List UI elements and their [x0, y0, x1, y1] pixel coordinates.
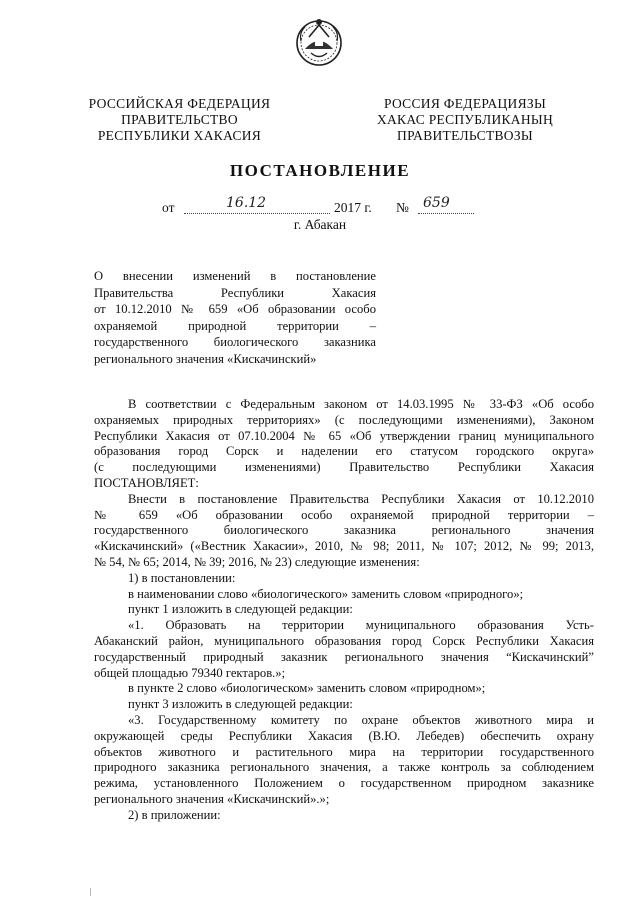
- header-right-line: ПРАВИТЕЛЬСТВОЗЫ: [397, 128, 533, 143]
- body-line: государственный природный заказник регионального значения “Кискачинский”: [94, 649, 594, 664]
- body-line: ПОСТАНОВЛЯЕТ:: [94, 475, 199, 490]
- subject-line: О внесении изменений в постановление: [94, 269, 376, 283]
- body-line: объектов животного и растительного мира на территории государственного: [94, 744, 594, 759]
- body-line: № 659 «Об образовании особо охраняемой природной территории –: [94, 507, 594, 522]
- coat-of-arms-emblem: [291, 13, 347, 69]
- subject-block: [94, 268, 376, 367]
- body-line: природного заказника регионального значения, а также контроль за соблюдением: [94, 760, 594, 775]
- body-line: общей площадью 79340 гектаров.»;: [94, 665, 286, 680]
- date-underline: [184, 213, 330, 214]
- body-line: Абаканский район, муниципального образования город Сорск Республики Хакасия: [94, 633, 594, 648]
- body-line: режима, установленного Положением о государственном природном заказнике: [94, 776, 594, 791]
- number-sign: №: [396, 200, 409, 215]
- header-right-line: ХАКАС РЕСПУБЛИКАНЫҢ: [376, 112, 554, 127]
- date-year: 2017 г.: [334, 200, 372, 215]
- header-left-line: РОССИЙСКАЯ ФЕДЕРАЦИЯ: [88, 96, 271, 111]
- handwritten-date: 16.12: [226, 195, 267, 211]
- header-right-block: [355, 96, 575, 144]
- body-line: пункт 1 изложить в следующей редакции:: [128, 602, 353, 617]
- body-line: государственного биологического заказника регионального значения: [94, 523, 594, 538]
- number-underline: [418, 213, 474, 214]
- header-left-line: ПРАВИТЕЛЬСТВО: [121, 112, 238, 127]
- body-line: в пункте 2 слово «биологическом» заменить словом «природном»;: [128, 681, 486, 696]
- city-name: г. Абакан: [293, 217, 347, 232]
- subject-line: от 10.12.2010 № 659 «Об образовании особо: [94, 302, 376, 316]
- body-line: образования город Сорск и наделении его статусом городского округа»: [94, 444, 594, 459]
- header-right-line: РОССИЯ ФЕДЕРАЦИЯЗЫ: [383, 96, 547, 111]
- body-line: окружающей среды Республики Хакасия (В.Ю. Лебедев) обеспечить охрану: [94, 728, 594, 743]
- subject-line: государственного биологического заказника: [94, 335, 376, 349]
- body-line: В соответствии с Федеральным законом от 14.03.1995 № 33-ФЗ «Об особо: [128, 397, 594, 411]
- body-line: регионального значения «Кискачинский».»;: [94, 791, 330, 806]
- body-line: охраняемых природных территориях» (с последующими изменениями), Законом: [94, 412, 594, 427]
- header-left-block: [72, 96, 287, 144]
- subject-line: регионального значения «Кискачинский»: [94, 351, 317, 366]
- body-line: пункт 3 изложить в следующей редакции:: [128, 697, 353, 712]
- body-line: Внести в постановление Правительства Республики Хакасия от 10.12.2010: [128, 491, 594, 506]
- subject-line: Правительства Республики Хакасия: [94, 285, 376, 300]
- body-line: (с последующими изменениями) Правительство Республики Хакасия: [94, 460, 594, 475]
- document-body: [94, 397, 594, 824]
- body-line: Республики Хакасия от 07.10.2004 № 65 «Об утверждении границ муниципального: [94, 428, 594, 443]
- header-left-line: РЕСПУБЛИКИ ХАКАСИЯ: [97, 128, 262, 143]
- body-line: № 54, № 65; 2014, № 39; 2016, № 23) следующие изменения:: [94, 554, 420, 569]
- body-line: 2) в приложении:: [128, 807, 221, 822]
- body-line: в наименовании слово «биологического» заменить словом «природного»;: [128, 586, 524, 601]
- subject-line: охраняемой природной территории –: [94, 318, 376, 333]
- body-line: «Кискачинский» («Вестник Хакасии», 2010, № 98; 2011, № 107; 2012, № 99; 2013,: [94, 539, 594, 554]
- document-title: ПОСТАНОВЛЕНИЕ: [229, 161, 411, 180]
- date-number-line: [0, 196, 640, 218]
- body-line: «3. Государственному комитету по охране объектов животного мира и: [128, 712, 594, 727]
- scan-artifact-mark: [90, 888, 94, 896]
- body-line: «1. Образовать на территории муниципального образования Усть-: [128, 618, 594, 633]
- body-line: 1) в постановлении:: [128, 570, 236, 585]
- handwritten-number: 659: [423, 195, 450, 211]
- date-prefix: от: [162, 200, 175, 215]
